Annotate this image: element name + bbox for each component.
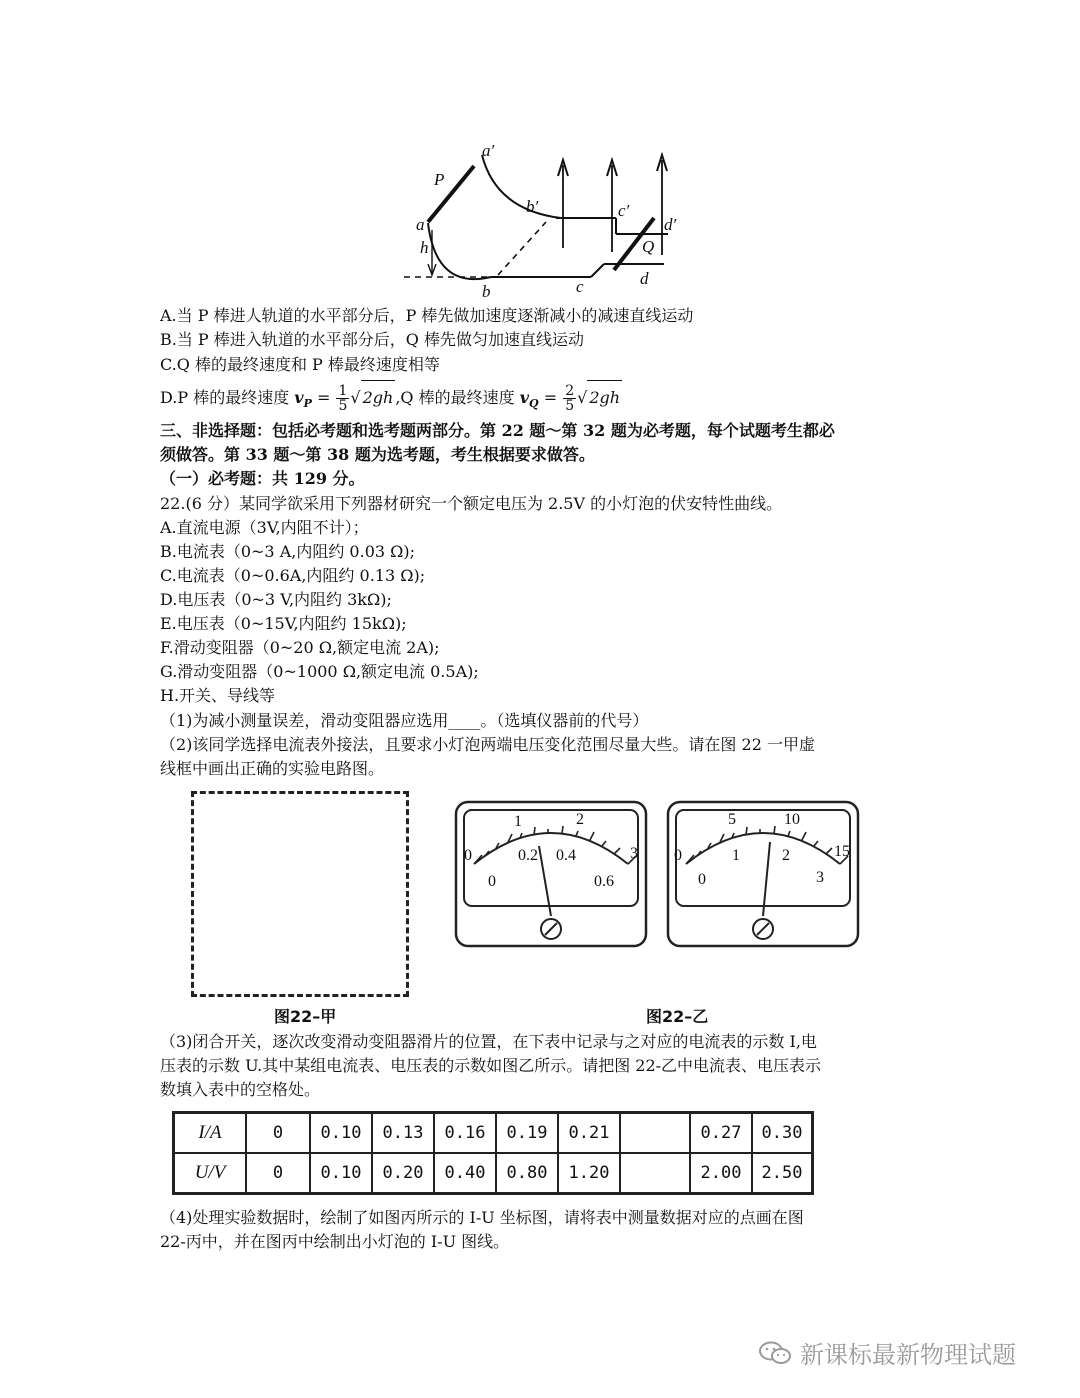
sqrt-sign-1: √: [350, 388, 361, 407]
table-cell: 0.13: [372, 1113, 434, 1154]
section3-line2: 须做答。第 33 题～第 38 题为选考题，考生根据要求做答。: [160, 445, 595, 464]
table-cell: 1.20: [558, 1153, 620, 1194]
q22-part3-line3: 数填入表中的空格处。: [160, 1080, 321, 1099]
meters-figure: [452, 798, 870, 950]
table-cell: 0: [246, 1153, 310, 1194]
table-row: [174, 1153, 813, 1194]
table-cell: 0.20: [372, 1153, 434, 1194]
label-Q: Q: [642, 237, 655, 256]
q22-part4-line2: 22-丙中，并在图丙中绘制出小灯泡的 I-U 图线。: [160, 1232, 510, 1251]
ammeter-lower-2: 0.4: [556, 847, 576, 864]
q22-item-c: C.电流表（0~0.6A,内阻约 0.13 Ω);: [160, 566, 426, 585]
table-cell: 0.30: [752, 1113, 813, 1154]
table-cell: 2.50: [752, 1153, 813, 1194]
blank-voltage-cell[interactable]: [620, 1153, 690, 1194]
frac-1: $\frac{1}{5}$: [338, 383, 348, 414]
voltmeter-upper-5: 5: [728, 811, 736, 828]
eq-sign-2: =: [543, 388, 558, 407]
blank-current-cell[interactable]: [620, 1113, 690, 1154]
q22-item-e: E.电压表（0~15V,内阻约 15kΩ);: [160, 614, 407, 633]
watermark: [758, 1335, 1016, 1370]
label-h: h: [420, 238, 429, 257]
voltmeter-upper-15: 15: [834, 843, 850, 860]
watermark-text: 新课标最新物理试题: [800, 1341, 1016, 1369]
q22-stem: 22.(6 分）某同学欲采用下列器材研究一个额定电压为 2.5V 的小灯泡的伏安特性曲线。: [160, 494, 783, 513]
row-header: I/A: [174, 1113, 247, 1154]
voltmeter-upper-10: 10: [784, 811, 800, 828]
sqrt-sign-2: √: [577, 388, 588, 407]
table-cell: 0.10: [310, 1153, 372, 1194]
vp-symbol: $v_P$: [294, 388, 312, 411]
ammeter-upper-2: 2: [576, 811, 584, 828]
table-cell: 0.10: [310, 1113, 372, 1154]
fig-jia-caption: 图22–甲: [274, 1007, 337, 1026]
label-d-prime: d′: [664, 215, 677, 234]
voltmeter-lower-1: 1: [732, 847, 740, 864]
option-b: B.当 P 棒进入轨道的水平部分后，Q 棒先做匀加速直线运动: [160, 330, 584, 349]
option-c: C.Q 棒的最终速度和 P 棒最终速度相等: [160, 355, 440, 374]
wechat-icon: [758, 1341, 794, 1365]
table-cell: 0.21: [558, 1113, 620, 1154]
q22-part2-line1: （2)该同学选择电流表外接法，且要求小灯泡两端电压变化范围尽量大些。请在图 22 一甲虚: [160, 735, 815, 754]
ammeter-lower-0: 0: [488, 873, 496, 890]
option-d-mid: ,Q 棒的最终速度: [395, 388, 515, 407]
ammeter-upper-1: 1: [514, 813, 522, 830]
ammeter-upper-0: 0: [464, 847, 472, 864]
table-cell: 0.40: [434, 1153, 496, 1194]
root-1: 2gh: [361, 380, 396, 415]
option-d-prefix: D.P 棒的最终速度: [160, 388, 290, 407]
voltmeter-lower-3: 3: [816, 869, 824, 886]
label-c: c: [576, 277, 584, 296]
ammeter-upper-3: 3: [630, 845, 638, 862]
ammeter: [456, 802, 646, 946]
voltmeter-upper-0: 0: [674, 847, 682, 864]
q22-item-h: H.开关、导线等: [160, 686, 276, 705]
voltmeter: [668, 802, 858, 946]
label-P: P: [434, 170, 445, 189]
section3-line1: 三、非选择题：包括必考题和选考题两部分。第 22 题～第 32 题为必考题，每个试题考生都必: [160, 421, 835, 440]
data-table: [172, 1111, 814, 1195]
ammeter-lower-3: 0.6: [594, 873, 614, 890]
voltmeter-lower-0: 0: [698, 871, 706, 888]
q22-part3-line2: 压表的示数 U.其中某组电流表、电压表的示数如图乙所示。请把图 22-乙中电流表、电压表示: [160, 1056, 822, 1075]
label-b-prime: b′: [526, 197, 539, 216]
q22-part4-line1: （4)处理实验数据时，绘制了如图丙所示的 I-U 坐标图，请将表中测量数据对应的点画在图: [160, 1208, 804, 1227]
ammeter-lower-1: 0.2: [518, 847, 538, 864]
q22-item-f: F.滑动变阻器（0~20 Ω,额定电流 2A);: [160, 638, 440, 657]
voltmeter-lower-2: 2: [782, 847, 790, 864]
table-cell: 0.16: [434, 1113, 496, 1154]
row-header: U/V: [174, 1153, 247, 1194]
circuit-drawing-box[interactable]: [191, 791, 409, 997]
frac-2: $\frac{2}{5}$: [565, 383, 575, 414]
q22-part2-line2: 线框中画出正确的实验电路图。: [160, 759, 385, 778]
voltmeter-needle: [763, 842, 770, 916]
table-cell: 2.00: [690, 1153, 752, 1194]
option-d: [160, 380, 622, 421]
table-cell: 0: [246, 1113, 310, 1154]
label-d: d: [640, 269, 649, 288]
track-figure: [396, 140, 696, 300]
section3-sub: （一）必考题：共 129 分。: [160, 469, 365, 488]
root-2: 2gh: [587, 380, 622, 415]
table-row: [174, 1113, 813, 1154]
table-cell: 0.80: [496, 1153, 558, 1194]
table-cell: 0.19: [496, 1113, 558, 1154]
option-a: A.当 P 棒进人轨道的水平部分后，P 棒先做加速度逐渐减小的减速直线运动: [160, 306, 694, 325]
label-b: b: [482, 282, 491, 300]
label-a-prime: a′: [482, 141, 495, 160]
fig-yi-caption: 图22–乙: [646, 1007, 709, 1026]
q22-item-g: G.滑动变阻器（0~1000 Ω,额定电流 0.5A);: [160, 662, 479, 681]
q22-item-a: A.直流电源（3V,内阻不计）；: [160, 518, 369, 537]
label-c-prime: c′: [618, 201, 630, 220]
q22-part1: （1)为减小测量误差，滑动变阻器应选用____。（选填仪器前的代号）: [160, 711, 649, 730]
eq-sign-1: =: [316, 388, 331, 407]
vq-symbol: $v_Q$: [519, 388, 539, 411]
label-a: a: [416, 215, 425, 234]
q22-item-b: B.电流表（0~3 A,内阻约 0.03 Ω);: [160, 542, 416, 561]
q22-part3-line1: （3)闭合开关，逐次改变滑动变阻器滑片的位置，在下表中记录与之对应的电流表的示数 I,电: [160, 1032, 817, 1051]
table-cell: 0.27: [690, 1113, 752, 1154]
q22-item-d: D.电压表（0~3 V,内阻约 3kΩ);: [160, 590, 392, 609]
